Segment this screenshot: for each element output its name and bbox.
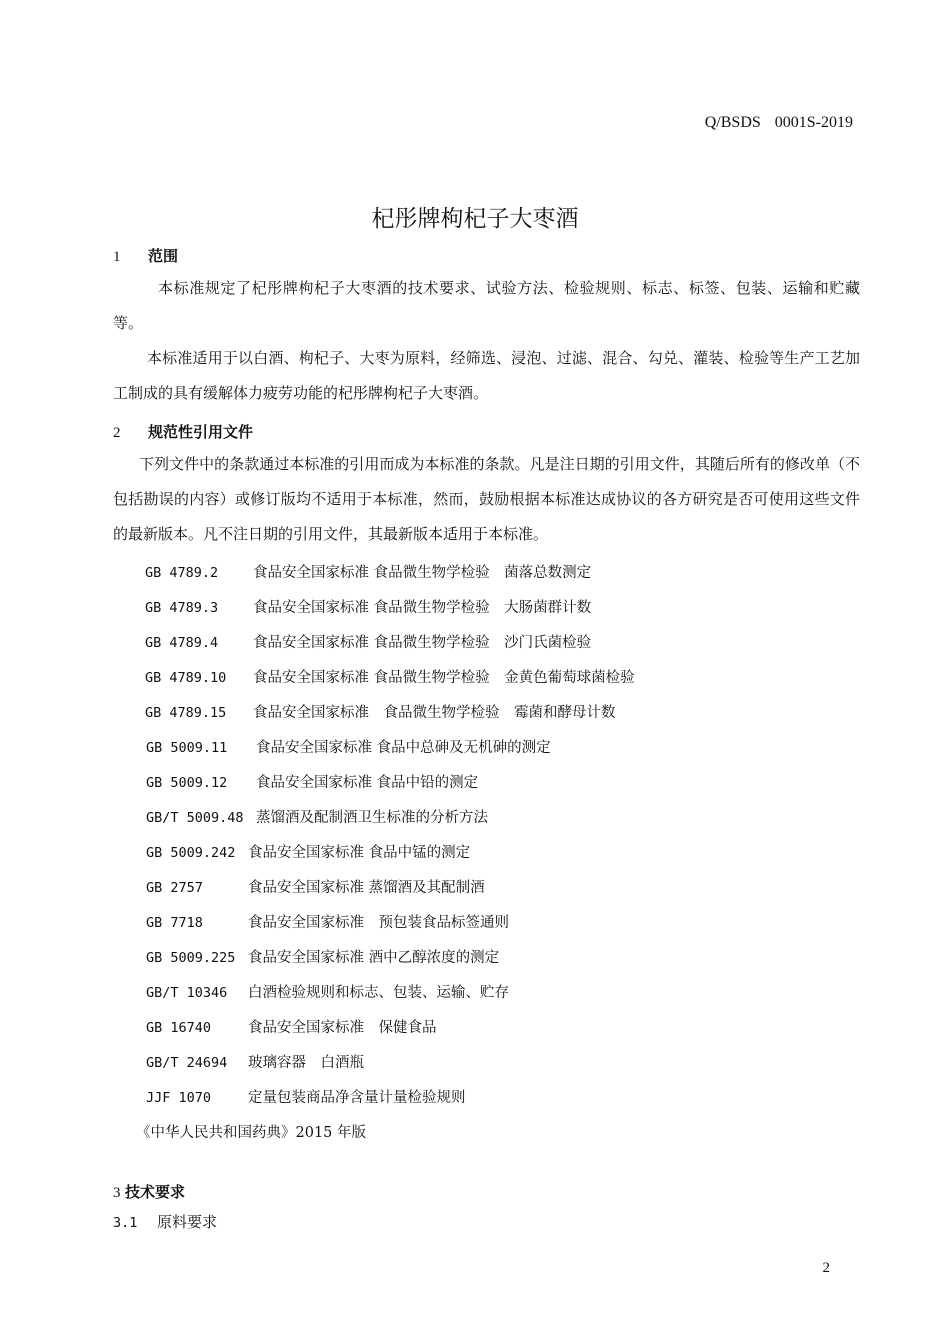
reference-title: 食品安全国家标准 酒中乙醇浓度的测定 <box>248 950 500 966</box>
reference-code: JJF 1070 <box>146 1090 212 1106</box>
reference-item <box>146 876 485 897</box>
reference-code: GB 4789.3 <box>145 600 219 616</box>
reference-code: GB 2757 <box>146 880 203 896</box>
page-number: 2 <box>822 1260 830 1276</box>
section-2-title: 规范性引用文件 <box>148 423 254 441</box>
section-1-paragraph-2: 本标准适用于以白酒、枸杞子、大枣为原料，经筛选、浸泡、过滤、混合、勾兑、灌装、检验等生产工艺加工制成的具有缓解体力疲劳功能的杞彤牌枸杞子大枣酒。 <box>113 349 860 402</box>
section-2-number: 2 <box>113 425 121 441</box>
reference-item <box>146 771 478 792</box>
reference-title: 定量包装商品净含量计量检验规则 <box>248 1090 466 1106</box>
reference-item <box>146 1016 437 1037</box>
reference-title: 玻璃容器 白酒瓶 <box>248 1055 364 1071</box>
document-code: Q/BSDS 0001S-2019 <box>704 114 853 131</box>
reference-title: 食品安全国家标准 蒸馏酒及其配制酒 <box>248 880 485 896</box>
reference-item <box>136 1121 366 1142</box>
reference-code: GB 4789.4 <box>145 635 219 651</box>
reference-item <box>146 911 509 932</box>
reference-item <box>146 946 499 967</box>
reference-item <box>146 981 509 1002</box>
section-1-number: 1 <box>113 249 121 265</box>
reference-title: 食品安全国家标准 食品微生物学检验 沙门氏菌检验 <box>253 635 592 651</box>
reference-code: GB 5009.12 <box>146 775 228 791</box>
reference-code: GB/T 5009.48 <box>146 810 244 826</box>
reference-code: GB 5009.11 <box>146 740 228 756</box>
reference-item <box>145 596 591 617</box>
reference-item <box>146 1086 466 1107</box>
reference-code: GB 5009.242 <box>146 845 236 861</box>
reference-item <box>145 631 591 652</box>
reference-item <box>146 1051 364 1072</box>
subsection-3-1-number: 3.1 <box>113 1215 138 1231</box>
reference-code: GB 5009.225 <box>146 950 236 966</box>
reference-title: 《中华人民共和国药典》2015 年版 <box>136 1125 367 1141</box>
reference-title: 食品安全国家标准 食品微生物学检验 金黄色葡萄球菌检验 <box>253 670 635 686</box>
reference-title: 食品安全国家标准 食品微生物学检验 霉菌和酵母计数 <box>253 705 616 721</box>
reference-item <box>146 806 488 827</box>
reference-code: GB/T 10346 <box>146 985 228 1001</box>
reference-item <box>146 841 470 862</box>
reference-item <box>145 666 635 687</box>
reference-item <box>146 736 551 757</box>
reference-code: GB 4789.15 <box>145 705 227 721</box>
section-1-heading <box>113 245 178 266</box>
reference-title: 白酒检验规则和标志、包装、运输、贮存 <box>248 985 509 1001</box>
section-3-heading <box>113 1181 185 1202</box>
reference-title: 蒸馏酒及配制酒卫生标准的分析方法 <box>256 810 488 826</box>
reference-title: 食品安全国家标准 预包装食品标签通则 <box>248 915 509 931</box>
reference-title: 食品安全国家标准 食品中铅的测定 <box>256 775 479 791</box>
reference-item <box>145 701 616 722</box>
section-3-title: 技术要求 <box>125 1183 186 1201</box>
reference-code: GB 4789.10 <box>145 670 227 686</box>
section-2-heading <box>113 421 253 442</box>
reference-code: GB 4789.2 <box>145 565 219 581</box>
section-1-title: 范围 <box>148 247 179 265</box>
reference-code: GB/T 24694 <box>146 1055 228 1071</box>
reference-title: 食品安全国家标准 食品中锰的测定 <box>248 845 471 861</box>
reference-title: 食品安全国家标准 食品微生物学检验 大肠菌群计数 <box>253 600 592 616</box>
subsection-3-1 <box>113 1211 217 1232</box>
section-3-number: 3 <box>113 1185 121 1201</box>
reference-title: 食品安全国家标准 保健食品 <box>248 1020 437 1036</box>
reference-title: 食品安全国家标准 食品中总砷及无机砷的测定 <box>256 740 551 756</box>
reference-item <box>145 561 591 582</box>
document-title: 杞彤牌枸杞子大枣酒 <box>371 206 579 232</box>
section-2-intro: 下列文件中的条款通过本标准的引用而成为本标准的条款。凡是注日期的引用文件，其随后所有的修改单（不包括勘误的内容）或修订版均不适用于本标准，然而，鼓励根据本标准达成协议的各方研究是否可使用这些文件的最新版本。凡不注日期的引用文件，其最新版本适用于本标准。 <box>113 455 860 543</box>
subsection-3-1-title: 原料要求 <box>157 1213 218 1231</box>
reference-code: GB 16740 <box>146 1020 212 1036</box>
section-1-paragraph-1: 本标准规定了杞彤牌枸杞子大枣酒的技术要求、试验方法、检验规则、标志、标签、包装、运输和贮藏等。 <box>113 279 860 332</box>
reference-title: 食品安全国家标准 食品微生物学检验 菌落总数测定 <box>253 565 592 581</box>
reference-code: GB 7718 <box>146 915 203 931</box>
